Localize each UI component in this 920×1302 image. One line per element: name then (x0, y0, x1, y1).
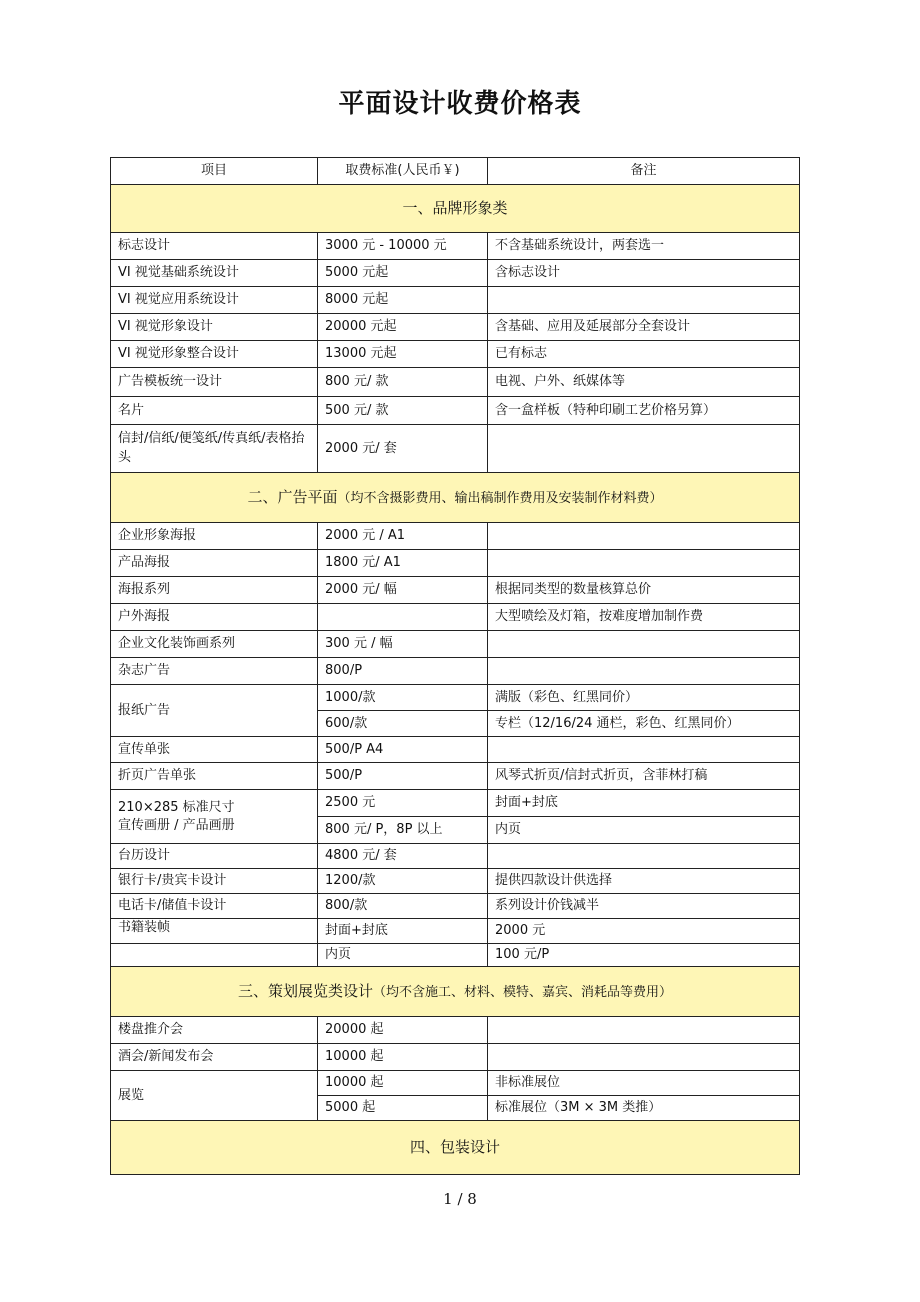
header-price: 取费标准(人民币￥) (318, 158, 488, 185)
section-title-text: 三、策划展览类设计 (237, 982, 373, 1001)
note-cell: 标准展位（3M × 3M 类推） (488, 1096, 800, 1121)
note-cell (488, 658, 800, 685)
price-cell: 800 元/ P，8P 以上 (318, 817, 488, 844)
item-cell: 企业文化装饰画系列 (111, 631, 318, 658)
table-row (111, 869, 800, 894)
item-cell: 标志设计 (111, 233, 318, 260)
price-cell: 4800 元/ 套 (318, 844, 488, 869)
section-title-text: 一、品牌形象类 (402, 199, 508, 218)
price-cell: 20000 元起 (318, 314, 488, 341)
table-row (111, 894, 800, 919)
table-row (111, 919, 800, 944)
price-cell: 2000 元/ 幅 (318, 577, 488, 604)
price-cell: 1200/款 (318, 869, 488, 894)
section-title-text: 四、包装设计 (409, 1138, 500, 1157)
section-row (111, 1121, 800, 1175)
price-cell: 20000 起 (318, 1017, 488, 1044)
table-row (111, 368, 800, 397)
item-cell: 展览 (111, 1071, 318, 1121)
price-cell: 3000 元 - 10000 元 (318, 233, 488, 260)
section-title (111, 967, 800, 1017)
item-cell: 台历设计 (111, 844, 318, 869)
price-cell: 封面+封底 (318, 919, 488, 944)
item-cell: 产品海报 (111, 550, 318, 577)
item-cell: 宣传单张 (111, 737, 318, 763)
price-cell: 300 元 / 幅 (318, 631, 488, 658)
table-row (111, 577, 800, 604)
note-cell: 含标志设计 (488, 260, 800, 287)
fee-table (110, 157, 800, 1175)
table-row (111, 685, 800, 711)
item-cell: VI 视觉基础系统设计 (111, 260, 318, 287)
section-title (111, 1121, 800, 1175)
table-row (111, 341, 800, 368)
table-row (111, 550, 800, 577)
note-cell: 专栏（12/16/24 通栏，彩色、红黑同价） (488, 711, 800, 737)
table-row (111, 287, 800, 314)
note-cell (488, 844, 800, 869)
note-cell: 根据同类型的数量核算总价 (488, 577, 800, 604)
note-cell: 系列设计价钱减半 (488, 894, 800, 919)
note-cell (488, 1044, 800, 1071)
table-row (111, 523, 800, 550)
page-number: 1 / 8 (443, 1190, 477, 1208)
note-cell: 内页 (488, 817, 800, 844)
price-cell: 600/款 (318, 711, 488, 737)
note-cell: 含基础、应用及延展部分全套设计 (488, 314, 800, 341)
section-note: （均不含施工、材料、模特、嘉宾、消耗品等费用） (373, 985, 673, 1001)
note-cell (488, 287, 800, 314)
item-cell: 楼盘推介会 (111, 1017, 318, 1044)
note-cell: 电视、户外、纸媒体等 (488, 368, 800, 397)
table-row (111, 314, 800, 341)
header-note: 备注 (488, 158, 800, 185)
price-cell: 800/P (318, 658, 488, 685)
price-cell: 500/P (318, 763, 488, 790)
price-cell: 10000 起 (318, 1044, 488, 1071)
price-cell: 800/款 (318, 894, 488, 919)
item-cell: VI 视觉形象整合设计 (111, 341, 318, 368)
table-row (111, 1044, 800, 1071)
table-row (111, 604, 800, 631)
item-cell: 广告模板统一设计 (111, 368, 318, 397)
section-title-text: 二、广告平面 (247, 488, 338, 507)
price-cell: 2500 元 (318, 790, 488, 817)
note-cell: 提供四款设计供选择 (488, 869, 800, 894)
note-cell: 2000 元 (488, 919, 800, 944)
item-cell: 报纸广告 (111, 685, 318, 737)
note-cell: 非标准展位 (488, 1071, 800, 1096)
table-row (111, 790, 800, 817)
price-cell: 内页 (318, 944, 488, 967)
price-cell: 5000 起 (318, 1096, 488, 1121)
note-cell: 含一盒样板（特种印刷工艺价格另算） (488, 397, 800, 425)
item-cell: VI 视觉形象设计 (111, 314, 318, 341)
item-cell: 电话卡/储值卡设计 (111, 894, 318, 919)
item-cell: 名片 (111, 397, 318, 425)
note-cell: 封面+封底 (488, 790, 800, 817)
item-cell: 户外海报 (111, 604, 318, 631)
note-cell (488, 631, 800, 658)
table-row (111, 397, 800, 425)
section-note: （均不含摄影费用、输出稿制作费用及安装制作材料费） (337, 491, 663, 507)
note-cell (488, 523, 800, 550)
item-cell: 折页广告单张 (111, 763, 318, 790)
price-cell: 2000 元/ 套 (318, 425, 488, 473)
table-row (111, 844, 800, 869)
section-row (111, 473, 800, 523)
note-cell: 不含基础系统设计，两套选一 (488, 233, 800, 260)
table-row (111, 631, 800, 658)
note-cell: 大型喷绘及灯箱，按难度增加制作费 (488, 604, 800, 631)
item-cell: 企业形象海报 (111, 523, 318, 550)
note-cell: 满版（彩色、红黑同价） (488, 685, 800, 711)
table-row (111, 944, 800, 967)
item-cell: 海报系列 (111, 577, 318, 604)
item-cell (111, 944, 318, 967)
table-row (111, 763, 800, 790)
price-cell: 1000/款 (318, 685, 488, 711)
table-row (111, 1071, 800, 1096)
price-cell: 8000 元起 (318, 287, 488, 314)
note-cell (488, 550, 800, 577)
note-cell (488, 737, 800, 763)
section-row (111, 185, 800, 233)
price-cell: 500/P A4 (318, 737, 488, 763)
item-cell: 酒会/新闻发布会 (111, 1044, 318, 1071)
item-cell: VI 视觉应用系统设计 (111, 287, 318, 314)
note-cell (488, 425, 800, 473)
table-row (111, 260, 800, 287)
note-cell: 100 元/P (488, 944, 800, 967)
price-cell: 5000 元起 (318, 260, 488, 287)
item-line: 宣传画册 / 产品画册 (118, 817, 235, 833)
item-cell (111, 790, 318, 844)
note-cell (488, 1017, 800, 1044)
price-cell: 800 元/ 款 (318, 368, 488, 397)
item-cell: 银行卡/贵宾卡设计 (111, 869, 318, 894)
header-row (111, 158, 800, 185)
table-row (111, 1017, 800, 1044)
section-title (111, 185, 800, 233)
page-title: 平面设计收费价格表 (338, 89, 582, 119)
note-cell: 已有标志 (488, 341, 800, 368)
note-cell: 风琴式折页/信封式折页，含菲林打稿 (488, 763, 800, 790)
price-cell: 1800 元/ A1 (318, 550, 488, 577)
price-cell: 13000 元起 (318, 341, 488, 368)
table-row (111, 658, 800, 685)
item-line: 210×285 标准尺寸 (118, 799, 235, 815)
table-row (111, 233, 800, 260)
price-cell (318, 604, 488, 631)
price-cell: 500 元/ 款 (318, 397, 488, 425)
section-title (111, 473, 800, 523)
table-row (111, 737, 800, 763)
item-cell: 信封/信纸/便笺纸/传真纸/表格抬头 (111, 425, 318, 473)
header-item: 项目 (111, 158, 318, 185)
item-cell: 杂志广告 (111, 658, 318, 685)
table-row (111, 425, 800, 473)
price-cell: 10000 起 (318, 1071, 488, 1096)
price-cell: 2000 元 / A1 (318, 523, 488, 550)
item-cell: 书籍装帧 (111, 919, 318, 944)
section-row (111, 967, 800, 1017)
